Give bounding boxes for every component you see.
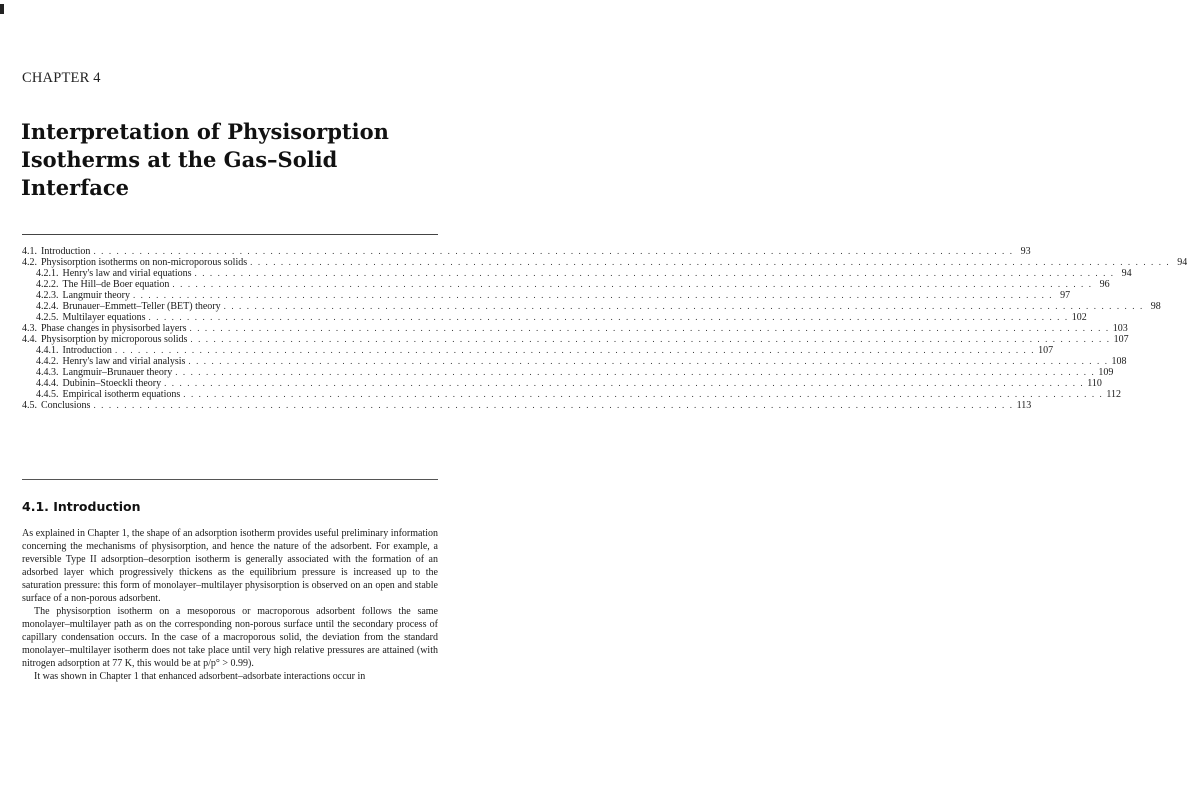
toc-entry-page: 97: [1060, 290, 1071, 301]
toc-entry: [22, 356, 1127, 367]
toc-entry-title: Introduction: [41, 246, 91, 257]
toc-leader-dots: . . . . . . . . . . . . . . . . . . . . . . . . . . . . . . . . . . . . . . . . . . . . . . . . . . . . . . . . . . . . . . . . . . . . . . . . . . . . . . . . . . . . . . . . . . . . . . . . . . . . . . . . . . . . . . . . . . . . . . . .: [223, 301, 1144, 311]
toc-entry: [22, 378, 1102, 389]
toc-entry: [22, 367, 1114, 378]
chapter-label: CHAPTER 4: [22, 70, 101, 86]
toc-leader-dots: . . . . . . . . . . . . . . . . . . . . . . . . . . . . . . . . . . . . . . . . . . . . . . . . . . . . . . . . . . . . . . . . . . . . . . . . . . . . . . . . . . . . . . . . . . . . . . . . . . . . . . . . . . . . . . . . . . . . . . . .: [183, 389, 1104, 399]
toc-entry-page: 107: [1038, 345, 1054, 356]
paragraph-1: As explained in Chapter 1, the shape of an adsorption isotherm provides useful preliminary information concerning the mechanisms of physisorption, and hence the nature of the adsorbent. For example, a reversible Type II adsorption–desorption isotherm is generally associated with the formation of an adsorbed layer which progressively thickens as the equilibrium pressure is increased up to the saturation pressure: this form of monolayer–multilayer physisorption is observed on an open and stable surface of a non-porous adsorbent.: [22, 528, 438, 604]
toc-entry-number: 4.2.3.: [36, 290, 59, 301]
toc-leader-dots: . . . . . . . . . . . . . . . . . . . . . . . . . . . . . . . . . . . . . . . . . . . . . . . . . . . . . . . . . . . . . . . . . . . . . . . . . . . . . . . . . . . . . . . . . . . . . . . . . . . . . . . . . . . . . . . . . . . . . . . .: [189, 323, 1110, 333]
toc-leader-dots: . . . . . . . . . . . . . . . . . . . . . . . . . . . . . . . . . . . . . . . . . . . . . . . . . . . . . . . . . . . . . . . . . . . . . . . . . . . . . . . . . . . . . . . . . . . . . . . . . . . . . . . . . . . . . . . . . . . . . . . .: [190, 334, 1111, 344]
toc-leader-dots: . . . . . . . . . . . . . . . . . . . . . . . . . . . . . . . . . . . . . . . . . . . . . . . . . . . . . . . . . . . . . . . . . . . . . . . . . . . . . . . . . . . . . . . . . . . . . . . . . . . . . . . . . . . . . . . . . . . . . . . .: [93, 246, 1014, 256]
toc-leader-dots: . . . . . . . . . . . . . . . . . . . . . . . . . . . . . . . . . . . . . . . . . . . . . . . . . . . . . . . . . . . . . . . . . . . . . . . . . . . . . . . . . . . . . . . . . . . . . . . . . . . . . . . . . . . . . . . . . . . . . . . .: [188, 356, 1109, 366]
toc-entry-page: 103: [1112, 323, 1128, 334]
toc-entry-number: 4.4.4.: [36, 378, 59, 389]
toc-entry-number: 4.1.: [22, 246, 37, 257]
toc-entry-title: Empirical isotherm equations: [62, 389, 181, 400]
toc-entry-number: 4.4.5.: [36, 389, 59, 400]
toc-entry-number: 4.4.: [22, 334, 37, 345]
toc-entry: [22, 301, 1161, 312]
toc-entry-page: 93: [1020, 246, 1031, 257]
toc-entry: [22, 290, 1071, 301]
toc-leader-dots: . . . . . . . . . . . . . . . . . . . . . . . . . . . . . . . . . . . . . . . . . . . . . . . . . . . . . . . . . . . . . . . . . . . . . . . . . . . . . . . . . . . . . . . . . . . . . . . . . . . . . . . . . . . . . . . . . . . . . . . .: [175, 367, 1096, 377]
toc-leader-dots: . . . . . . . . . . . . . . . . . . . . . . . . . . . . . . . . . . . . . . . . . . . . . . . . . . . . . . . . . . . . . . . . . . . . . . . . . . . . . . . . . . . . . . . . . . . . . . . . . . . . . . . . . . . . . . . . . . . . . . . .: [148, 312, 1069, 322]
toc-entry: [22, 312, 1087, 323]
toc-entry-number: 4.2.2.: [36, 279, 59, 290]
toc-entry-title: Phase changes in physisorbed layers: [41, 323, 187, 334]
toc-entry-page: 98: [1150, 301, 1161, 312]
toc-leader-dots: . . . . . . . . . . . . . . . . . . . . . . . . . . . . . . . . . . . . . . . . . . . . . . . . . . . . . . . . . . . . . . . . . . . . . . . . . . . . . . . . . . . . . . . . . . . . . . . . . . . . . . . . . . . . . . . . . . . . . . . .: [132, 290, 1054, 300]
toc-entry: [22, 268, 1132, 279]
toc-entry-page: 112: [1106, 389, 1122, 400]
toc-entry-title: Physisorption by microporous solids: [41, 334, 188, 345]
toc-entry-page: 107: [1113, 334, 1129, 345]
toc-entry-page: 109: [1098, 367, 1114, 378]
toc-entry-title: Henry's law and virial equations: [62, 268, 192, 279]
toc-leader-dots: . . . . . . . . . . . . . . . . . . . . . . . . . . . . . . . . . . . . . . . . . . . . . . . . . . . . . . . . . . . . . . . . . . . . . . . . . . . . . . . . . . . . . . . . . . . . . . . . . . . . . . . . . . . . . . . . . . . . . . . .: [93, 400, 1014, 410]
toc-leader-dots: . . . . . . . . . . . . . . . . . . . . . . . . . . . . . . . . . . . . . . . . . . . . . . . . . . . . . . . . . . . . . . . . . . . . . . . . . . . . . . . . . . . . . . . . . . . . . . . . . . . . . . . . . . . . . . . . . . . . . . . .: [172, 279, 1093, 289]
toc-entry-title: Introduction: [62, 345, 112, 356]
section-heading: 4.1. Introduction: [22, 499, 141, 514]
paragraph-2: The physisorption isotherm on a mesoporous or macroporous adsorbent follows the same monolayer–multilayer path as on the corresponding non-porous surface until the secondary process of capillary condensation occurs. In the case of a macroporous solid, the deviation from the standard monolayer–multilayer isotherm does not take place until very high relative pressures are attained (with nitrogen adsorption at 77 K, this would be at p/p° > 0.99).: [22, 606, 438, 669]
toc-entry-title: Physisorption isotherms on non-microporous solids: [41, 257, 248, 268]
toc-leader-dots: . . . . . . . . . . . . . . . . . . . . . . . . . . . . . . . . . . . . . . . . . . . . . . . . . . . . . . . . . . . . . . . . . . . . . . . . . . . . . . . . . . . . . . . . . . . . . . . . . . . . . . . . . . . . . . . . . . . . . . . .: [114, 345, 1036, 355]
toc-entry-title: Multilayer equations: [62, 312, 146, 323]
toc-entry: [22, 389, 1122, 400]
body-text: [22, 527, 438, 683]
toc-entry-title: Brunauer–Emmett–Teller (BET) theory: [62, 301, 221, 312]
toc-entry-title: Langmuir theory: [62, 290, 130, 301]
toc-entry: [22, 400, 1032, 411]
toc-entry-number: 4.2.4.: [36, 301, 59, 312]
toc-entry-title: Langmuir–Brunauer theory: [62, 367, 173, 378]
toc-entry: [22, 334, 1129, 345]
toc-entry-number: 4.4.2.: [36, 356, 59, 367]
toc-entry-title: Henry's law and virial analysis: [62, 356, 186, 367]
toc-entry-page: 94: [1121, 268, 1132, 279]
toc-entry-number: 4.3.: [22, 323, 37, 334]
toc-entry-number: 4.4.1.: [36, 345, 59, 356]
toc-entry-page: 96: [1099, 279, 1110, 290]
toc-entry-title: Dubinin–Stoeckli theory: [62, 378, 162, 389]
toc-divider: [22, 479, 438, 480]
toc-leader-dots: . . . . . . . . . . . . . . . . . . . . . . . . . . . . . . . . . . . . . . . . . . . . . . . . . . . . . . . . . . . . . . . . . . . . . . . . . . . . . . . . . . . . . . . . . . . . . . . . . . . . . . . . . . . . . . . . . . . . . . . .: [194, 268, 1115, 278]
toc-leader-dots: . . . . . . . . . . . . . . . . . . . . . . . . . . . . . . . . . . . . . . . . . . . . . . . . . . . . . . . . . . . . . . . . . . . . . . . . . . . . . . . . . . . . . . . . . . . . . . . . . . . . . . . . . . . . . . . . . . . . . . . .: [164, 378, 1085, 388]
toc-entry: [22, 257, 1187, 268]
paragraph-3: It was shown in Chapter 1 that enhanced adsorbent–adsorbate interactions occur in: [34, 671, 366, 682]
toc-entry: [22, 246, 1031, 257]
toc-entry-page: 108: [1111, 356, 1127, 367]
toc-entry: [22, 345, 1054, 356]
toc-entry-title: The Hill–de Boer equation: [62, 279, 170, 290]
toc-entry-number: 4.2.: [22, 257, 37, 268]
toc-leader-dots: . . . . . . . . . . . . . . . . . . . . . . . . . . . . . . . . . . . . . . . . . . . . . . . . . . . . . . . . . . . . . . . . . . . . . . . . . . . . . . . . . . . . . . . . . . . . . . . . . . . . . . . . . . . . . . . . . . . . . . . .: [250, 257, 1171, 267]
toc-entry-page: 110: [1087, 378, 1102, 389]
toc-entry-number: 4.2.5.: [36, 312, 59, 323]
toc-entry-title: Conclusions: [41, 400, 91, 411]
toc-entry-page: 94: [1177, 257, 1187, 268]
toc-entry: [22, 279, 1110, 290]
toc-entry-number: 4.4.3.: [36, 367, 59, 378]
chapter-title: Interpretation of Physisorption Isotherms at the Gas–Solid Interface: [21, 119, 389, 200]
toc-entry-number: 4.5.: [22, 400, 37, 411]
toc-entry-page: 102: [1071, 312, 1087, 323]
toc-entry-page: 113: [1016, 400, 1032, 411]
title-divider: [22, 234, 438, 235]
toc-entry: [22, 323, 1128, 334]
toc-entry-number: 4.2.1.: [36, 268, 59, 279]
table-of-contents: [22, 246, 1187, 411]
